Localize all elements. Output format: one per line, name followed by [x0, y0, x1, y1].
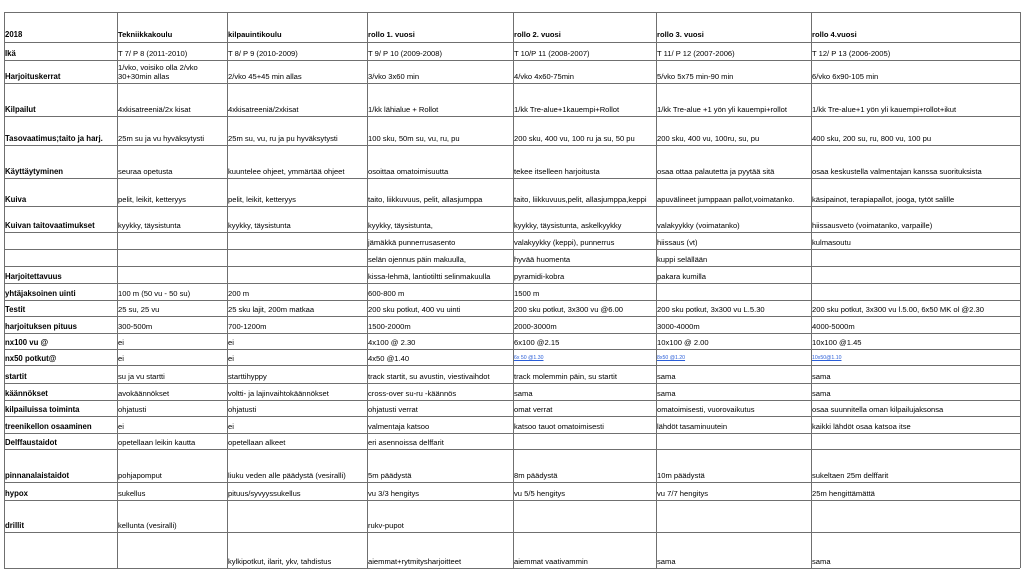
table-cell[interactable]: 6/vko 6x90-105 min	[812, 72, 879, 81]
row-divider	[4, 433, 1020, 434]
row-label-cell[interactable]: nx50 potkut@	[5, 354, 57, 363]
table-cell[interactable]: 4000-5000m	[812, 322, 855, 331]
table-cell[interactable]: ei	[228, 354, 234, 363]
row-divider	[4, 42, 1020, 43]
table-cell[interactable]	[514, 521, 655, 531]
row-divider	[4, 145, 1020, 146]
header-cell[interactable]: 2018	[5, 30, 23, 39]
table-cell[interactable]: valmentaja katsoo	[368, 422, 430, 431]
row-label-cell[interactable]: käännökset	[5, 389, 48, 398]
row-divider	[4, 349, 1020, 350]
table-cell[interactable]: tekee itselleen harjoitusta	[514, 167, 600, 176]
table-cell[interactable]: taito, liikkuvuus, pelit, allasjumppa	[368, 195, 483, 204]
table-cell[interactable]: 200 sku potkut, 3x300 vu @6.00	[514, 305, 624, 314]
table-cell[interactable]	[812, 438, 1019, 448]
table-cell[interactable]: track startit, su avustin, viestivaihdot	[368, 372, 490, 381]
table-cell[interactable]: ei	[118, 354, 124, 363]
table-cell[interactable]: sama	[657, 389, 676, 398]
row-label-cell[interactable]: Harjoituskerrat	[5, 72, 61, 81]
table-cell[interactable]: kulmasoutu	[812, 238, 851, 247]
row-label-cell[interactable]: Harjoitettavuus	[5, 272, 62, 281]
row-label-cell[interactable]: kilpailuissa toiminta	[5, 405, 80, 414]
row-label-cell[interactable]: yhtäjaksoinen uinti	[5, 289, 76, 298]
row-divider	[4, 316, 1020, 317]
table-cell[interactable]: osaa ottaa palautetta ja pyytää sitä	[657, 167, 775, 176]
table-cell[interactable]: 10x100 @ 2.00	[657, 338, 709, 347]
table-cell[interactable]: 1500 m	[514, 289, 540, 298]
table-cell[interactable]: 1500-2000m	[368, 322, 411, 331]
table-cell[interactable]	[812, 272, 1019, 282]
table-cell[interactable]: 8m päädystä	[514, 471, 558, 480]
table-cell[interactable]: 2/vko 45+45 min allas	[228, 72, 302, 81]
table-cell[interactable]: sama	[657, 557, 676, 566]
table-cell[interactable]: 25m hengittämättä	[812, 489, 875, 498]
header-cell[interactable]: rollo 4.vuosi	[812, 30, 857, 39]
row-divider	[4, 532, 1020, 533]
table-cell[interactable]: 200 sku potkut, 3x300 vu L.5.30	[657, 305, 765, 314]
table-cell[interactable]: ei	[228, 338, 234, 347]
row-divider	[4, 449, 1020, 450]
header-cell[interactable]: rollo 2. vuosi	[514, 30, 561, 39]
table-cell[interactable]: 1/kk Tre-alue+1kauempi+Rollot	[514, 105, 620, 114]
table-cell[interactable]: apuvälineet jumppaan pallot,voimatanko.	[657, 195, 795, 204]
table-cell[interactable]: pyramidi-kobra	[514, 272, 565, 281]
column-divider	[1020, 12, 1021, 568]
table-cell[interactable]: pelit, leikit, ketteryys	[118, 195, 186, 204]
table-cell[interactable]	[118, 557, 226, 567]
table-cell[interactable]: omatoimisesti, vuorovaikutus	[657, 405, 755, 414]
table-cell[interactable]: 4x100 @ 2.30	[368, 338, 416, 347]
table-cell[interactable]	[812, 521, 1019, 531]
header-cell[interactable]: kilpauintikoulu	[228, 30, 282, 39]
table-cell[interactable]: sukeltaen 25m delffarit	[812, 471, 889, 480]
table-cell[interactable]: T 12/ P 13 (2006-2005)	[812, 49, 891, 58]
row-label-cell[interactable]: Kuiva	[5, 195, 27, 204]
table-cell[interactable]: 25 su, 25 vu	[118, 305, 160, 314]
table-cell[interactable]: lähdöt tasaminuutein	[657, 422, 728, 431]
table-cell[interactable]: starttihyppy	[228, 372, 267, 381]
table-cell[interactable]: 25m su, vu, ru ja pu hyväksytysti	[228, 134, 338, 143]
table-cell[interactable]: ei	[228, 422, 234, 431]
row-label-cell[interactable]: startit	[5, 372, 27, 381]
table-cell[interactable]: 8x50 @1.20	[657, 355, 686, 361]
row-label-cell[interactable]: pinnanalaistaidot	[5, 471, 70, 480]
table-cell[interactable]: vu 5/5 hengitys	[514, 489, 566, 498]
table-cell[interactable]: kuppi selällään	[657, 255, 708, 264]
row-label-cell[interactable]	[5, 255, 116, 265]
table-cell[interactable]: 5/vko 5x75 min-90 min	[657, 72, 734, 81]
header-cell[interactable]: rollo 3. vuosi	[657, 30, 704, 39]
table-cell[interactable]: ohjatusti	[228, 405, 257, 414]
table-cell[interactable]	[228, 272, 366, 282]
row-divider	[4, 206, 1020, 207]
row-divider	[4, 383, 1020, 384]
table-cell[interactable]: aiemmat+rytmitysharjoitteet	[368, 557, 462, 566]
table-cell[interactable]: jämäkkä punnerrusasento	[368, 238, 456, 247]
table-cell[interactable]: selän ojennus päin makuulla,	[368, 255, 466, 264]
row-divider	[4, 568, 1020, 569]
table-cell[interactable]: 400 sku, 200 su, ru, 800 vu, 100 pu	[812, 134, 932, 143]
table-cell[interactable]: su ja vu startti	[118, 372, 165, 381]
table-cell[interactable]: seuraa opetusta	[118, 167, 173, 176]
table-cell[interactable]: 1/vko, voisiko olla 2/vko 30+30min allas	[118, 63, 198, 81]
header-cell[interactable]: rollo 1. vuosi	[368, 30, 415, 39]
table-cell[interactable]: 200 sku potkut, 400 vu uinti	[368, 305, 461, 314]
table-cell[interactable]: rukv-pupot	[368, 521, 404, 530]
table-cell[interactable]: vu 3/3 hengitys	[368, 489, 420, 498]
table-cell[interactable]: 6x 50 @1.30	[514, 355, 544, 361]
row-label-cell[interactable]: harjoituksen pituus	[5, 322, 77, 331]
table-cell[interactable]	[514, 438, 655, 448]
table-cell[interactable]: 2000-3000m	[514, 322, 557, 331]
table-cell[interactable]: track molemmin päin, su startit	[514, 372, 617, 381]
table-cell[interactable]: T 7/ P 8 (2011-2010)	[118, 49, 188, 58]
table-cell[interactable]: taito, liikkuvuus,pelit, allasjumppa,keppi	[514, 195, 647, 204]
row-divider	[4, 500, 1020, 501]
row-divider	[4, 232, 1020, 233]
table-cell[interactable]: pituus/syvyyssukellus	[228, 489, 301, 498]
table-cell[interactable]: 6x100 @2.15	[514, 338, 560, 347]
table-cell[interactable]: valakyykky (keppi), punnerrus	[514, 238, 615, 247]
row-divider	[4, 283, 1020, 284]
table-cell[interactable]	[812, 255, 1019, 265]
table-cell[interactable]: kellunta (vesiralli)	[118, 521, 177, 530]
table-cell[interactable]	[812, 289, 1019, 299]
table-cell[interactable]: 1/kk Tre-alue+1 yön yli kauempi+rollot+ikut	[812, 105, 957, 114]
row-divider	[4, 178, 1020, 179]
table-cell[interactable]	[228, 238, 366, 248]
table-cell[interactable]: cross-over su-ru -käännös	[368, 389, 457, 398]
header-cell[interactable]: Tekniikkakoulu	[118, 30, 173, 39]
row-label-cell[interactable]: Käyttäytyminen	[5, 167, 64, 176]
table-cell[interactable]: sama	[812, 372, 831, 381]
table-cell[interactable]: 25m su ja vu hyväksytysti	[118, 134, 205, 143]
table-cell[interactable]	[118, 272, 226, 282]
table-cell[interactable]: 3/vko 3x60 min	[368, 72, 420, 81]
table-cell[interactable]: 600-800 m	[368, 289, 405, 298]
table-cell[interactable]: 200 m	[228, 289, 250, 298]
table-cell[interactable]: opetellaan alkeet	[228, 438, 286, 447]
table-cell[interactable]: osaa suunnitella oman kilpailujaksonsa	[812, 405, 944, 414]
row-label-cell[interactable]: Ikä	[5, 49, 16, 58]
table-cell[interactable]: 10x50@1.10	[812, 355, 842, 361]
row-divider	[4, 400, 1020, 401]
table-cell[interactable]: sama	[812, 557, 831, 566]
table-cell[interactable]: kyykky, täysistunta, askelkyykky	[514, 221, 622, 230]
table-cell[interactable]: sama	[812, 389, 831, 398]
table-cell[interactable]: valakyykky (voimatanko)	[657, 221, 740, 230]
table-cell[interactable]: T 11/ P 12 (2007-2006)	[657, 49, 735, 58]
table-cell[interactable]: 700-1200m	[228, 322, 267, 331]
table-cell[interactable]	[118, 255, 226, 265]
table-cell[interactable]: ei	[118, 338, 124, 347]
table-cell[interactable]: 100 sku, 50m su, vu, ru, pu	[368, 134, 460, 143]
table-cell[interactable]: kyykky, täysistunta,	[368, 221, 433, 230]
row-divider	[4, 300, 1020, 301]
row-divider	[4, 266, 1020, 267]
table-cell[interactable]	[228, 521, 366, 531]
table-cell[interactable]: voltti- ja lajinvaihtokäännökset	[228, 389, 329, 398]
table-cell[interactable]: ei	[118, 422, 124, 431]
table-cell[interactable]: katsoo tauot omatoimisesti	[514, 422, 604, 431]
table-cell[interactable]: kyykky, täysistunta	[118, 221, 181, 230]
row-label-cell[interactable]: hypox	[5, 489, 28, 498]
table-cell[interactable]: sama	[514, 389, 533, 398]
table-cell[interactable]: avokäännökset	[118, 389, 170, 398]
row-label-cell[interactable]: drillit	[5, 521, 25, 530]
table-cell[interactable]	[118, 238, 226, 248]
table-cell[interactable]: kylkipotkut, ilarit, ykv, tahdistus	[228, 557, 332, 566]
table-cell[interactable]: 4xkisatreeniä/2x kisat	[118, 105, 191, 114]
table-cell[interactable]: 3000-4000m	[657, 322, 700, 331]
table-cell[interactable]: 5m päädystä	[368, 471, 412, 480]
table-cell[interactable]: 4xkisatreeniä/2xkisat	[228, 105, 299, 114]
table-cell[interactable]: kuuntelee ohjeet, ymmärtää ohjeet	[228, 167, 345, 176]
table-cell[interactable]: ohjatusti	[118, 405, 147, 414]
row-label-cell[interactable]: nx100 vu @	[5, 338, 49, 347]
table-cell[interactable]: T 8/ P 9 (2010-2009)	[228, 49, 298, 58]
row-divider	[4, 83, 1020, 84]
table-cell[interactable]	[228, 255, 366, 265]
table-cell[interactable]: T 9/ P 10 (2009-2008)	[368, 49, 443, 58]
row-label-cell[interactable]: Tasovaatimus;taito ja harj.	[5, 134, 103, 143]
row-divider	[4, 116, 1020, 117]
table-cell[interactable]: kaikki lähdöt osaa katsoa itse	[812, 422, 911, 431]
table-cell[interactable]: liuku veden alle päädystä (vesiralli)	[228, 471, 346, 480]
row-divider	[4, 249, 1020, 250]
row-label-cell[interactable]: Testit	[5, 305, 26, 314]
table-cell[interactable]: kyykky, täysistunta	[228, 221, 291, 230]
table-cell[interactable]: 200 sku, 400 vu, 100ru, su, pu	[657, 134, 760, 143]
row-divider	[4, 482, 1020, 483]
table-cell[interactable]: pakara kumilla	[657, 272, 706, 281]
table-cell[interactable]: pohjapomput	[118, 471, 162, 480]
row-label-cell[interactable]	[5, 557, 116, 567]
table-cell[interactable]: hiissausveto (voimatanko, varpaille)	[812, 221, 933, 230]
row-divider	[4, 333, 1020, 334]
row-label-cell[interactable]: Kuivan taitovaatimukset	[5, 221, 95, 230]
table-cell[interactable]: 25 sku lajit, 200m matkaa	[228, 305, 315, 314]
table-cell[interactable]: pelit, leikit, ketteryys	[228, 195, 296, 204]
table-cell[interactable]: vu 7/7 hengitys	[657, 489, 709, 498]
table-cell[interactable]: sukellus	[118, 489, 146, 498]
row-label-cell[interactable]: treenikellon osaaminen	[5, 422, 92, 431]
table-cell[interactable]: 10m päädystä	[657, 471, 705, 480]
table-cell[interactable]	[657, 438, 810, 448]
table-cell[interactable]: 10x100 @1.45	[812, 338, 862, 347]
table-cell[interactable]: opetellaan leikin kautta	[118, 438, 196, 447]
table-cell[interactable]: 200 sku potkut, 3x300 vu l.5.00, 6x50 MK ol @2.30	[812, 305, 984, 314]
row-label-cell[interactable]	[5, 238, 116, 248]
table-cell[interactable]: 300-500m	[118, 322, 153, 331]
table-cell[interactable]: hyvää huomenta	[514, 255, 571, 264]
table-cell[interactable]	[657, 289, 810, 299]
table-cell[interactable]: käsipainot, terapiapallot, jooga, tytöt salille	[812, 195, 955, 204]
table-cell[interactable]: 1/kk Tre-alue +1 yön yli kauempi+rollot	[657, 105, 788, 114]
table-cell[interactable]: hiissaus (vt)	[657, 238, 698, 247]
table-cell[interactable]: T 10/P 11 (2008-2007)	[514, 49, 590, 58]
row-divider	[4, 416, 1020, 417]
table-cell[interactable]: ohjatusti verrat	[368, 405, 418, 414]
table-cell[interactable]: 4x50 @1.40	[368, 354, 410, 363]
table-cell[interactable]: osoittaa omatoimisuutta	[368, 167, 449, 176]
table-cell[interactable]: 100 m (50 vu - 50 su)	[118, 289, 191, 298]
row-label-cell[interactable]: Kilpailut	[5, 105, 36, 114]
table-cell[interactable]: omat verrat	[514, 405, 553, 414]
table-cell[interactable]: kissa-lehmä, lantiotiltti selinmakuulla	[368, 272, 491, 281]
row-divider	[4, 12, 1020, 13]
table-cell[interactable]: 4/vko 4x60-75min	[514, 72, 574, 81]
row-divider	[4, 365, 1020, 366]
table-cell[interactable]: 200 sku, 400 vu, 100 ru ja su, 50 pu	[514, 134, 635, 143]
table-cell[interactable]: aiemmat vaativammin	[514, 557, 588, 566]
table-cell[interactable]: 1/kk lähialue + Rollot	[368, 105, 439, 114]
table-cell[interactable]: eri asennoissa delffarit	[368, 438, 444, 447]
table-cell[interactable]	[657, 521, 810, 531]
table-cell[interactable]: osaa keskustella valmentajan kanssa suorituksista	[812, 167, 982, 176]
table-cell[interactable]: sama	[657, 372, 676, 381]
row-label-cell[interactable]: Delffaustaidot	[5, 438, 57, 447]
